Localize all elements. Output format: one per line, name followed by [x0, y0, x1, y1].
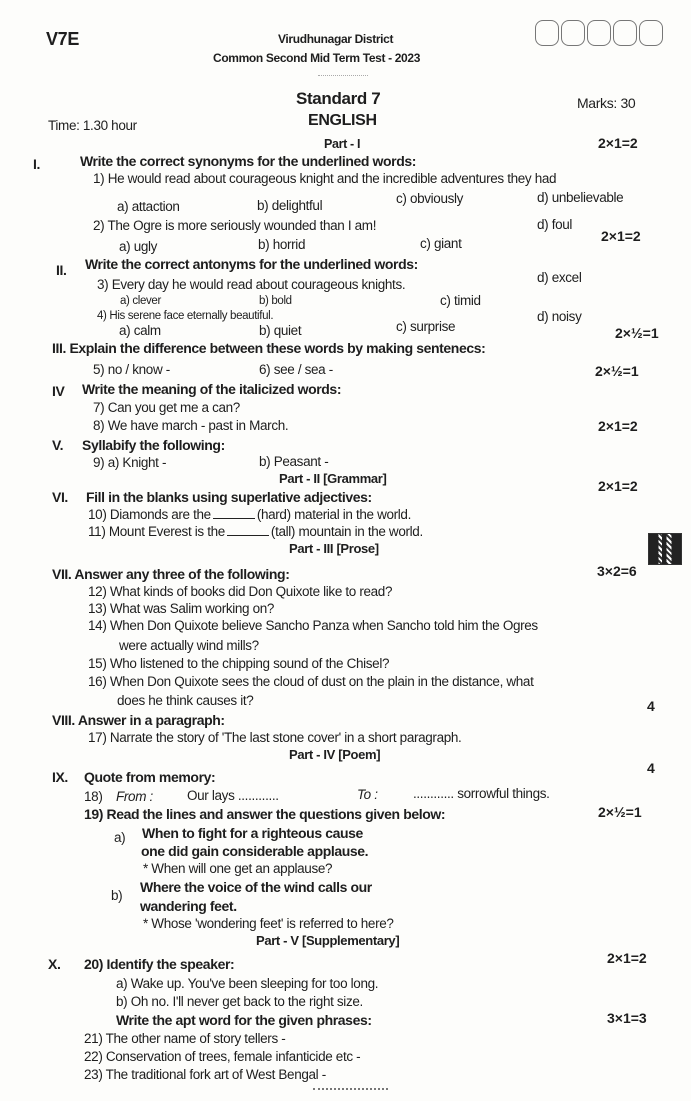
section-number: IV [52, 383, 65, 399]
option-d: d) noisy [537, 309, 582, 324]
section-heading: Write the meaning of the italicized words: [82, 381, 342, 397]
marks-allocation: 2×1=2 [598, 135, 638, 151]
sub-question-label: b) [111, 888, 123, 903]
option-c: c) timid [440, 293, 481, 308]
to-label: To : [357, 787, 378, 802]
question-text: 15) Who listened to the chipping sound of the Chisel? [88, 656, 390, 671]
option-b: b) horrid [258, 237, 306, 252]
district-title: Virudhunagar District [278, 32, 394, 46]
marks-allocation: 2×1=2 [598, 418, 638, 434]
qr-code-icon [648, 533, 682, 565]
question-text: were actually wind mills? [119, 638, 259, 653]
from-label: From : [116, 789, 153, 804]
question-text: 5) no / know - [93, 362, 170, 377]
section-number: V. [52, 437, 64, 453]
to-text: ............ sorrowful things. [413, 786, 550, 801]
section-heading: III. Explain the difference between these words by making sentenecs: [52, 340, 486, 356]
section-heading: VII. Answer any three of the following: [52, 566, 290, 582]
question-text: 16) When Don Quixote sees the cloud of dust on the plain in the distance, what [88, 674, 534, 689]
marks-allocation: 2×½=1 [615, 325, 659, 341]
question-text: 6) see / sea - [259, 362, 333, 377]
question-text [88, 524, 423, 540]
marks-allocation: 2×1=2 [607, 950, 647, 966]
marks-allocation: 3×2=6 [597, 563, 637, 579]
paper-code: V7E [46, 29, 79, 49]
subject-label: ENGLISH [308, 112, 377, 129]
question-text: 17) Narrate the story of 'The last stone cover' in a short paragraph. [88, 730, 462, 745]
marks-allocation: 2×½=1 [595, 363, 639, 379]
question-heading: 20) Identify the speaker: [84, 956, 235, 972]
question-text: 22) Conservation of trees, female infanticide etc - [84, 1049, 361, 1064]
question-text: 7) Can you get me a can? [93, 400, 240, 415]
question-prefix: 10) Diamonds are the [88, 507, 211, 522]
marks-label: Marks: 30 [577, 95, 636, 111]
poem-line: wandering feet. [140, 898, 237, 914]
option-d: d) excel [537, 270, 582, 285]
question-text: 13) What was Salim working on? [88, 601, 275, 616]
question-text: does he think causes it? [117, 693, 254, 708]
time-label: Time: 1.30 hour [48, 118, 137, 133]
question-text: * When will one get an applause? [143, 861, 333, 876]
question-number: 18) [84, 789, 103, 804]
option-a: a) clever [120, 295, 161, 307]
poem-line: Where the voice of the wind calls our [140, 879, 372, 895]
section-heading: Syllabify the following: [82, 437, 225, 453]
test-title: Common Second Mid Term Test - 2023 [213, 51, 421, 65]
part-heading: Part - III [Prose] [289, 541, 379, 556]
section-number: IX. [52, 769, 68, 785]
question-heading: 19) Read the lines and answer the questions given below: [84, 806, 446, 822]
option-b: b) delightful [257, 198, 323, 213]
question-text: * Whose 'wondering feet' is referred to here? [143, 916, 394, 931]
question-text: 8) We have march - past in March. [93, 418, 289, 433]
option-c: c) obviously [396, 191, 464, 206]
marks-allocation: 2×1=2 [598, 478, 638, 494]
part-heading: Part - V [Supplementary] [256, 933, 400, 948]
section-number: II. [56, 262, 67, 278]
question-text: a) Wake up. You've been sleeping for too long. [116, 976, 379, 991]
standard-label: Standard 7 [296, 89, 381, 108]
question-text: 21) The other name of story tellers - [84, 1031, 286, 1046]
question-text: 12) What kinds of books did Don Quixote like to read? [88, 584, 393, 599]
question-text: b) Oh no. I'll never get back to the right size. [116, 994, 363, 1009]
question-text: 1) He would read about courageous knight and the incredible adventures they had [93, 171, 557, 186]
option-c: c) surprise [396, 319, 456, 334]
question-suffix: (hard) material in the world. [256, 507, 411, 522]
question-text: 14) When Don Quixote believe Sancho Panza when Sancho told him the Ogres [88, 618, 538, 633]
marks-allocation: 2×½=1 [598, 804, 642, 820]
sub-question-label: a) [114, 830, 126, 845]
question-text [88, 507, 411, 523]
question-text: 3) Every day he would read about courageous knights. [97, 277, 406, 292]
section-heading: VIII. Answer in a paragraph: [52, 712, 225, 728]
question-text: 4) His serene face eternally beautiful. [97, 310, 274, 322]
answer-blank [227, 535, 269, 536]
poem-line: When to fight for a righteous cause [142, 825, 363, 841]
option-a: a) ugly [119, 239, 158, 254]
marks-allocation: 2×1=2 [601, 228, 641, 244]
register-number-boxes [535, 20, 665, 46]
option-d: d) foul [537, 217, 573, 232]
question-prefix: 11) Mount Everest is the [88, 524, 225, 539]
divider [318, 75, 368, 76]
question-text: b) Peasant - [259, 454, 329, 469]
poem-line: one did gain considerable applause. [141, 843, 369, 859]
question-suffix: (tall) mountain in the world. [270, 524, 423, 539]
section-heading: Quote from memory: [84, 769, 216, 785]
marks-allocation: 4 [647, 698, 655, 714]
answer-blank [213, 518, 255, 519]
question-text: 23) The traditional fork art of West Bengal - [84, 1067, 326, 1082]
marks-allocation: 4 [647, 760, 655, 776]
from-text: Our lays ............ [187, 788, 279, 803]
option-d: d) unbelievable [537, 190, 624, 205]
section-number: X. [48, 956, 61, 972]
marks-allocation: 3×1=3 [607, 1010, 647, 1026]
option-b: b) quiet [259, 323, 302, 338]
section-number: I. [33, 156, 40, 172]
option-a: a) attaction [117, 199, 180, 214]
section-number: VI. [52, 489, 68, 505]
section-heading: Write the correct antonyms for the underlined words: [85, 256, 418, 272]
option-c: c) giant [420, 236, 462, 251]
section-heading: Write the correct synonyms for the underlined words: [80, 153, 417, 169]
section-heading: Write the apt word for the given phrases: [116, 1012, 372, 1028]
part-heading: Part - I [324, 137, 361, 151]
end-divider [313, 1088, 388, 1090]
section-heading: Fill in the blanks using superlative adjectives: [86, 489, 372, 505]
option-b: b) bold [259, 295, 292, 307]
part-heading: Part - II [Grammar] [279, 471, 387, 486]
part-heading: Part - IV [Poem] [289, 747, 381, 762]
option-a: a) calm [119, 323, 161, 338]
question-text: 9) a) Knight - [93, 455, 167, 470]
question-text: 2) The Ogre is more seriously wounded than I am! [93, 218, 377, 233]
